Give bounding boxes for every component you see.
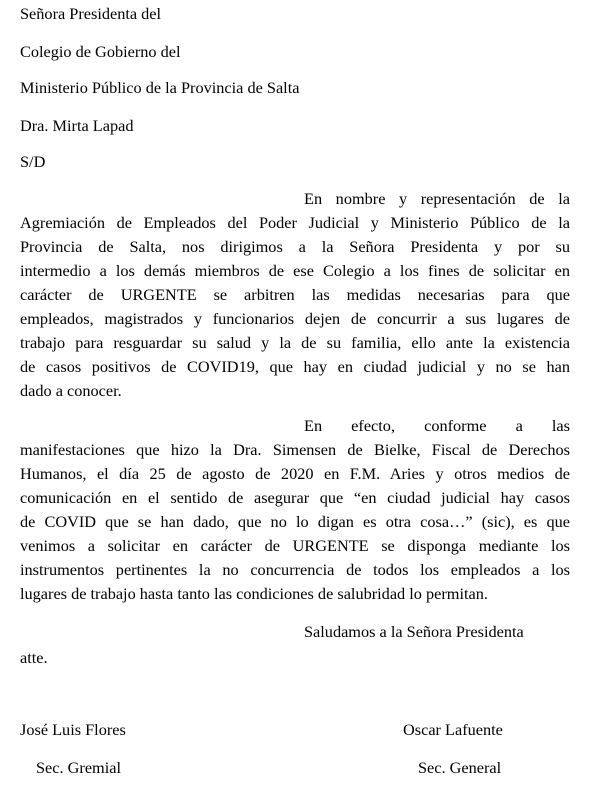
paragraph-1-line: empleados, magistrados y funcionarios dejen de concurrir a sus lugares de xyxy=(20,309,570,328)
paragraph-2-line: lugares de trabajo hasta tanto las condiciones de salubridad lo permitan. xyxy=(20,584,488,603)
paragraph-1-line: trabajo para resguardar su salud y la de su familia, ello ante la existencia xyxy=(20,333,570,352)
closing-line: Saludamos a la Señora Presidenta xyxy=(304,622,524,641)
paragraph-2 xyxy=(20,414,570,606)
recipient-line-4: Dra. Mirta Lapad xyxy=(20,116,134,135)
paragraph-1-line: carácter de URGENTE se arbitren las medidas necesarias para que xyxy=(20,285,570,304)
signature-left-title: Sec. Gremial xyxy=(36,758,121,777)
paragraph-1-line: En nombre y representación de la xyxy=(304,189,570,208)
signature-right-name: Oscar Lafuente xyxy=(403,720,503,739)
recipient-line-2: Colegio de Gobierno del xyxy=(20,42,181,61)
paragraph-1-line: de casos positivos de COVID19, que hay en ciudad judicial y no se han xyxy=(20,357,570,376)
paragraph-1 xyxy=(20,187,570,403)
paragraph-2-line: En efecto, conforme a las xyxy=(304,416,570,435)
paragraph-2-line: manifestaciones que hizo la Dra. Simensen de Bielke, Fiscal de Derechos xyxy=(20,440,570,459)
paragraph-2-line: comunicación en el sentido de asegurar que “en ciudad judicial hay casos xyxy=(20,488,570,507)
paragraph-2-line: de COVID que se han dado, que no lo digan es otra cosa…” (sic), es que xyxy=(20,512,570,531)
paragraph-1-line: Provincia de Salta, nos dirigimos a la Señora Presidenta y por su xyxy=(20,237,570,256)
paragraph-1-line: Agremiación de Empleados del Poder Judicial y Ministerio Público de la xyxy=(20,213,570,232)
closing-end: atte. xyxy=(20,648,48,667)
paragraph-1-line: intermedio a los demás miembros de ese Colegio a los fines de solicitar en xyxy=(20,261,570,280)
closing xyxy=(20,620,570,644)
recipient-line-1: Señora Presidenta del xyxy=(20,4,162,23)
paragraph-1-line: dado a conocer. xyxy=(20,381,122,400)
paragraph-2-line: venimos a solicitar en carácter de URGENTE se disponga mediante los xyxy=(20,536,570,555)
recipient-line-3: Ministerio Público de la Provincia de Salta xyxy=(20,78,300,97)
paragraph-2-line: instrumentos pertinentes la no concurrencia de todos los empleados a los xyxy=(20,560,570,579)
recipient-line-5: S/D xyxy=(20,152,46,171)
signature-right-title: Sec. General xyxy=(418,758,502,777)
paragraph-2-line: Humanos, el día 25 de agosto de 2020 en F.M. Aries y otros medios de xyxy=(20,464,570,483)
signature-left-name: José Luis Flores xyxy=(20,720,126,739)
